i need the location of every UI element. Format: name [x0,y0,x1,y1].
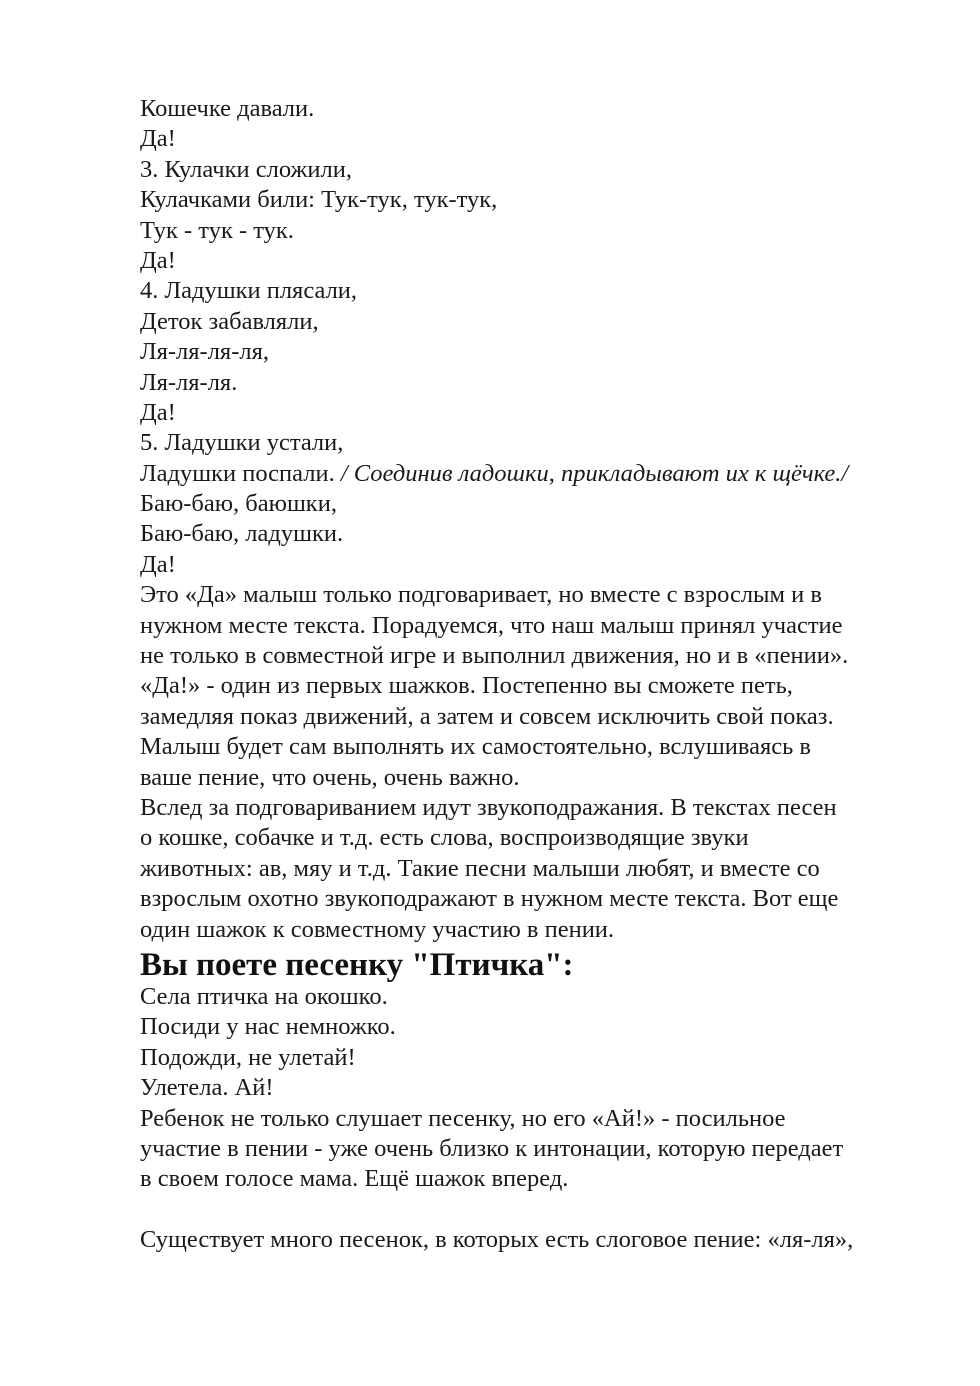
text-line: Посиди у нас немножко. [140,1013,396,1041]
song-verse-block [140,94,930,580]
text-line: нужном месте текста. Порадуемся, что наш малыш принял участие [140,611,843,639]
text-line: Кулачками били: Тук-тук, тук-тук, [140,186,498,214]
text-line: Тук - тук - тук. [140,216,294,244]
section-heading: Вы поете песенку "Птичка": [140,946,574,983]
text-line: Деток забавляли, [140,307,319,335]
text-line: ваше пение, что очень, очень важно. [140,763,520,791]
text-line-with-stage-note [140,459,930,489]
text-line: Вслед за подговариванием идут звукоподражания. В текстах песен [140,793,837,821]
text-line: Подожди, не улетай! [140,1043,356,1071]
blank-line [140,1195,930,1225]
text-line: Улетела. Ай! [140,1074,274,1102]
explanation-paragraph [140,580,930,945]
text-line: Это «Да» малыш только подговаривает, но вместе с взрослым и в [140,581,822,609]
text-line: не только в совместной игре и выполнил движения, но и в «пении». [140,642,849,670]
text-line: участие в пении - уже очень близко к интонации, которую передает [140,1134,844,1162]
document-text [140,94,930,1255]
text-line: 3. Кулачки сложили, [140,155,352,183]
stage-direction-note: / Соединив ладошки, прикладывают их к щёчке./ [340,459,849,487]
text-line: Ля-ля-ля-ля, [140,338,269,366]
text-line: Малыш будет сам выполнять их самостоятельно, вслушиваясь в [140,733,811,761]
text-line: «Да!» - один из первых шажков. Постепенно вы сможете петь, [140,672,793,700]
closing-paragraph [140,1225,930,1255]
text-line: Да! [140,398,176,426]
text-line: Села птичка на окошко. [140,982,388,1010]
text-line: 4. Ладушки плясали, [140,277,358,305]
text-line: о кошке, собачке и т.д. есть слова, воспроизводящие звуки [140,824,749,852]
text-line: взрослым охотно звукоподражают в нужном месте текста. Вот еще [140,885,839,913]
text-line: Ребенок не только слушает песенку, но его «Ай!» - посильное [140,1104,786,1132]
text-line: Ля-ля-ля. [140,368,238,396]
text-line: в своем голосе мама. Ещё шажок вперед. [140,1165,569,1193]
text-line: один шажок к совместному участию в пении. [140,915,615,943]
text-line: Существует много песенок, в которых есть слоговое пение: «ля-ля», [140,1226,854,1254]
text-line: Баю-баю, баюшки, [140,490,337,518]
text-line: 5. Ладушки устали, [140,429,344,457]
text-line: Да! [140,550,176,578]
bird-song-block [140,982,930,1195]
text-line: животных: ав, мяу и т.д. Такие песни малыши любят, и вместе со [140,854,820,882]
text-fragment: Ладушки поспали. [140,459,341,487]
text-line: Кошечке давали. [140,95,315,122]
text-line: замедляя показ движений, а затем и совсем исключить свой показ. [140,702,834,730]
text-line: Да! [140,125,176,153]
text-line: Баю-баю, ладушки. [140,520,344,548]
text-line: Да! [140,246,176,274]
